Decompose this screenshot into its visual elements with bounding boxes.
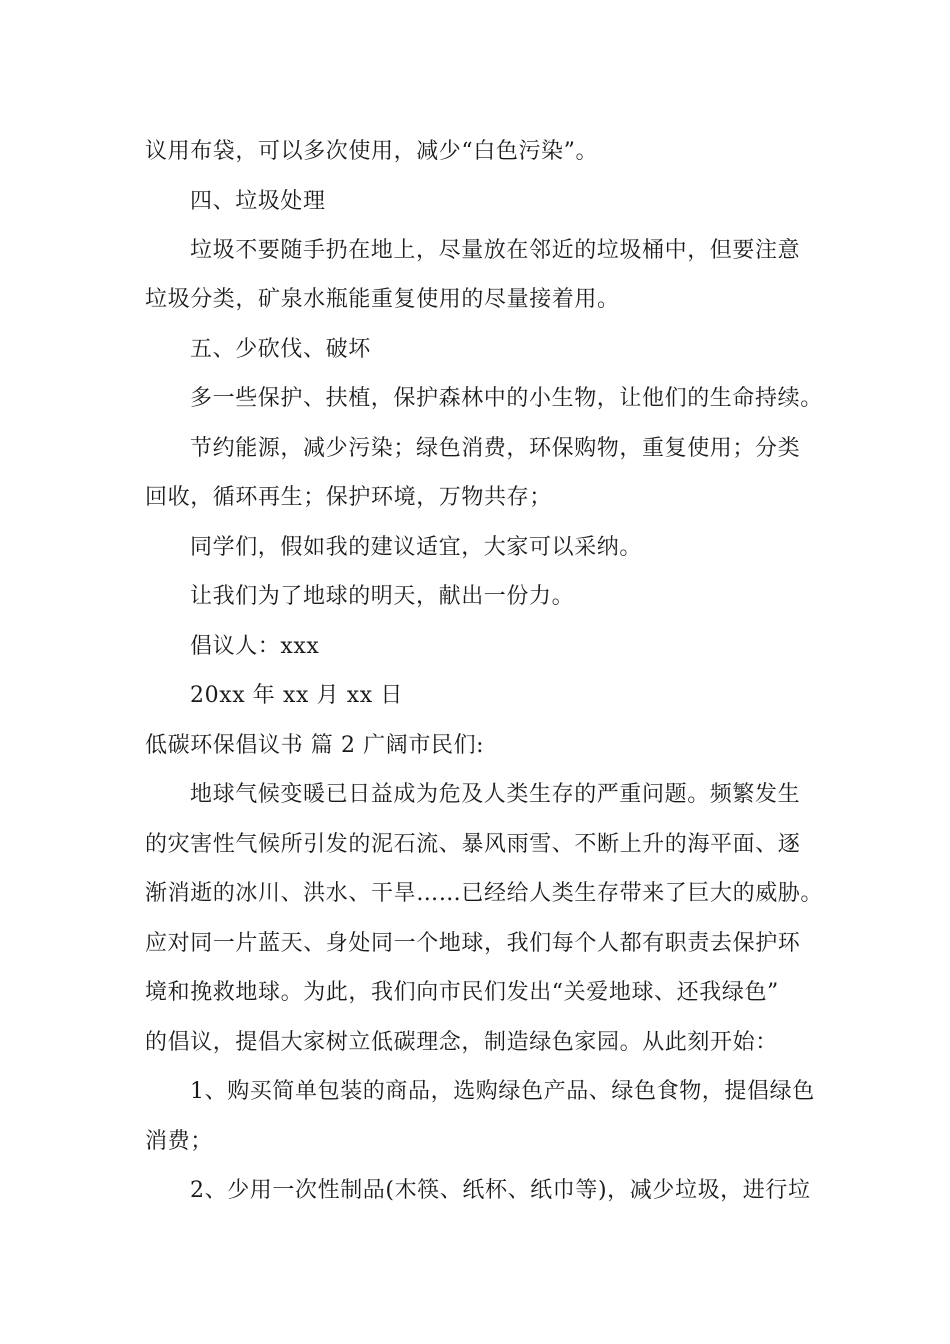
text-line: 节约能源，减少污染；绿色消费，环保购物，重复使用；分类 <box>190 436 801 461</box>
text-line: 应对同一片蓝天、身处同一个地球，我们每个人都有职责去保护环 <box>145 931 801 956</box>
text-line: 的倡议，提倡大家树立低碳理念，制造绿色家园。从此刻开始： <box>145 1030 778 1055</box>
signatory-line: 倡议人：xxx <box>190 634 320 659</box>
section-heading: 五、少砍伐、破坏 <box>190 337 371 362</box>
text-line: 渐消逝的冰川、洪水、干旱……已经给人类生存带来了巨大的威胁。 <box>145 881 824 906</box>
section-heading: 四、垃圾处理 <box>190 189 326 214</box>
text-line: 的灾害性气候所引发的泥石流、暴风雨雪、不断上升的海平面、逐 <box>145 832 801 857</box>
date-line: 20xx 年 xx 月 xx 日 <box>190 683 404 708</box>
list-item: 2、少用一次性制品(木筷、纸杯、纸巾等)，减少垃圾，进行垃 <box>190 1178 811 1203</box>
text-line: 境和挽救地球。为此，我们向市民们发出“关爱地球、还我绿色” <box>145 980 779 1005</box>
text-line: 回收，循环再生；保护环境，万物共存； <box>145 485 552 510</box>
text-line: 垃圾不要随手扔在地上，尽量放在邻近的垃圾桶中，但要注意 <box>190 238 801 263</box>
text-line: 议用布袋，可以多次使用，减少“白色污染”。 <box>145 139 599 164</box>
text-line: 同学们，假如我的建议适宜，大家可以采纳。 <box>190 535 643 560</box>
list-item: 1、购买简单包装的商品，选购绿色产品、绿色食物，提倡绿色 <box>190 1079 815 1104</box>
text-line: 消费； <box>145 1129 213 1154</box>
text-line: 多一些保护、扶植，保护森林中的小生物，让他们的生命持续。 <box>190 386 823 411</box>
document-title-line: 低碳环保倡议书 篇 2 广阔市民们: <box>145 733 485 758</box>
text-line: 地球气候变暖已日益成为危及人类生存的严重问题。频繁发生 <box>190 782 801 807</box>
text-line: 让我们为了地球的明天，献出一份力。 <box>190 584 575 609</box>
text-line: 垃圾分类，矿泉水瓶能重复使用的尽量接着用。 <box>145 287 620 312</box>
